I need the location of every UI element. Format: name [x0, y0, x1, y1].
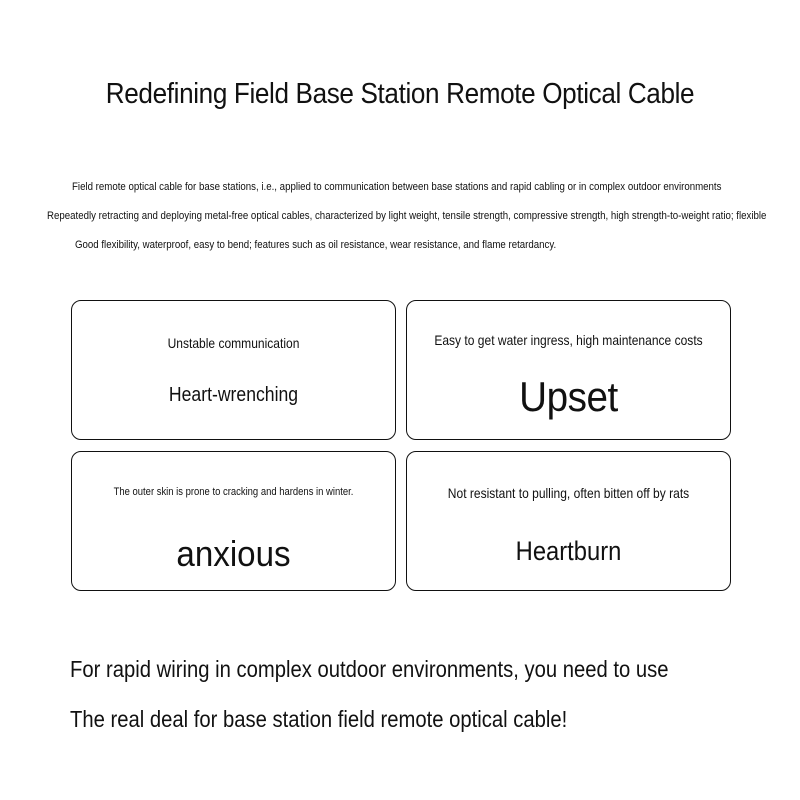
pain-point-card-cracking-outer-skin [71, 451, 396, 591]
pain-point-feeling-text: Heartburn [515, 536, 622, 566]
intro-line-3: Good flexibility, waterproof, easy to bend; features such as oil resistance, wear resistance, and flame retardancy. [75, 239, 557, 251]
pain-point-card-water-ingress [406, 300, 731, 440]
pain-point-problem-text: Not resistant to pulling, often bitten off by rats [447, 485, 690, 501]
pain-point-card-unstable-communication [71, 300, 396, 440]
pain-point-problem-text: The outer skin is prone to cracking and hardens in winter. [113, 486, 354, 498]
pain-point-card-pulling-rats [406, 451, 731, 591]
pain-point-feeling-text: Heart-wrenching [168, 384, 299, 406]
pain-point-feeling-text: anxious [176, 533, 291, 574]
intro-line-2: Repeatedly retracting and deploying metal-free optical cables, characterized by light weight, tensile strength, compressive strength, high strength-to-weight ratio; flexible [47, 210, 767, 222]
pain-point-problem-text: Easy to get water ingress, high maintenance costs [434, 332, 703, 348]
intro-line-1: Field remote optical cable for base stations, i.e., applied to communication between base stations and rapid cabling or in complex outdoor environments [72, 181, 722, 193]
closing-line-2: The real deal for base station field remote optical cable! [70, 706, 568, 732]
pain-point-feeling-text: Upset [519, 373, 618, 420]
closing-line-1: For rapid wiring in complex outdoor environments, you need to use [70, 656, 669, 682]
page-title: Redefining Field Base Station Remote Optical Cable [105, 78, 695, 110]
pain-point-problem-text: Unstable communication [167, 335, 300, 351]
